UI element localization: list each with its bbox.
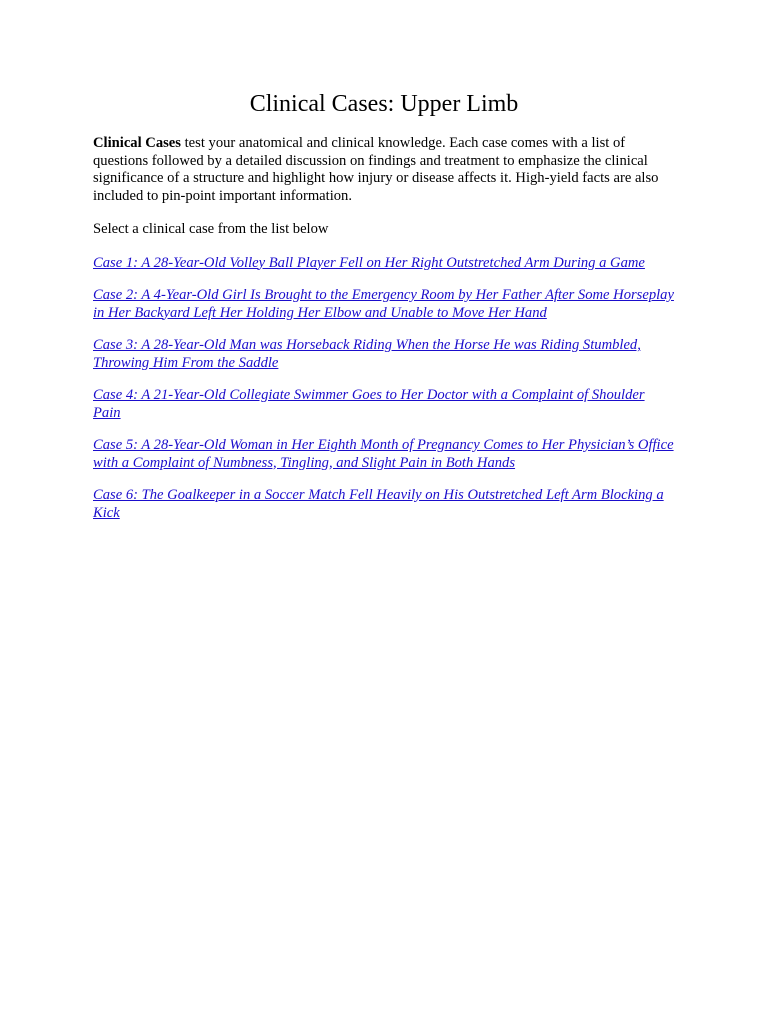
- case-5-link[interactable]: Case 5: A 28-Year-Old Woman in Her Eighth Month of Pregnancy Comes to Her Physician’s Office with a Complaint of Numbness, Tingling, and Slight Pain in Both Hands: [93, 437, 674, 471]
- case-2-link[interactable]: Case 2: A 4-Year-Old Girl Is Brought to the Emergency Room by Her Father After Some Horseplay in Her Backyard Left Her Holding Her Elbow and Unable to Move Her Hand: [93, 287, 674, 321]
- list-item-case-3: [93, 337, 675, 372]
- list-item-case-5: [93, 437, 675, 472]
- list-item-case-4: [93, 387, 675, 422]
- intro-text: test your anatomical and clinical knowledge. Each case comes with a list of questions followed by a detailed discussion on findings and treatment to emphasize the clinical significance of a structure and highlight how injury or disease affects it. High-yield facts are also included to pin-point important information.: [93, 135, 659, 204]
- intro-paragraph: [93, 135, 675, 205]
- list-item-case-1: [93, 255, 675, 273]
- case-6-link[interactable]: Case 6: The Goalkeeper in a Soccer Match Fell Heavily on His Outstretched Left Arm Blocking a Kick: [93, 487, 664, 521]
- select-prompt: Select a clinical case from the list below: [93, 221, 329, 237]
- case-1-link[interactable]: Case 1: A 28-Year-Old Volley Ball Player Fell on Her Right Outstretched Arm During a Game: [93, 254, 645, 271]
- page-title: Clinical Cases: Upper Limb: [249, 91, 519, 117]
- list-item-case-6: [93, 487, 675, 522]
- case-4-link[interactable]: Case 4: A 21-Year-Old Collegiate Swimmer Goes to Her Doctor with a Complaint of Shoulder Pain: [93, 387, 645, 421]
- list-item-case-2: [93, 287, 675, 322]
- case-list: [93, 255, 675, 523]
- intro-lead: Clinical Cases: [93, 135, 181, 151]
- case-3-link[interactable]: Case 3: A 28-Year-Old Man was Horseback Riding When the Horse He was Riding Stumbled, Throwing Him From the Saddle: [93, 337, 641, 371]
